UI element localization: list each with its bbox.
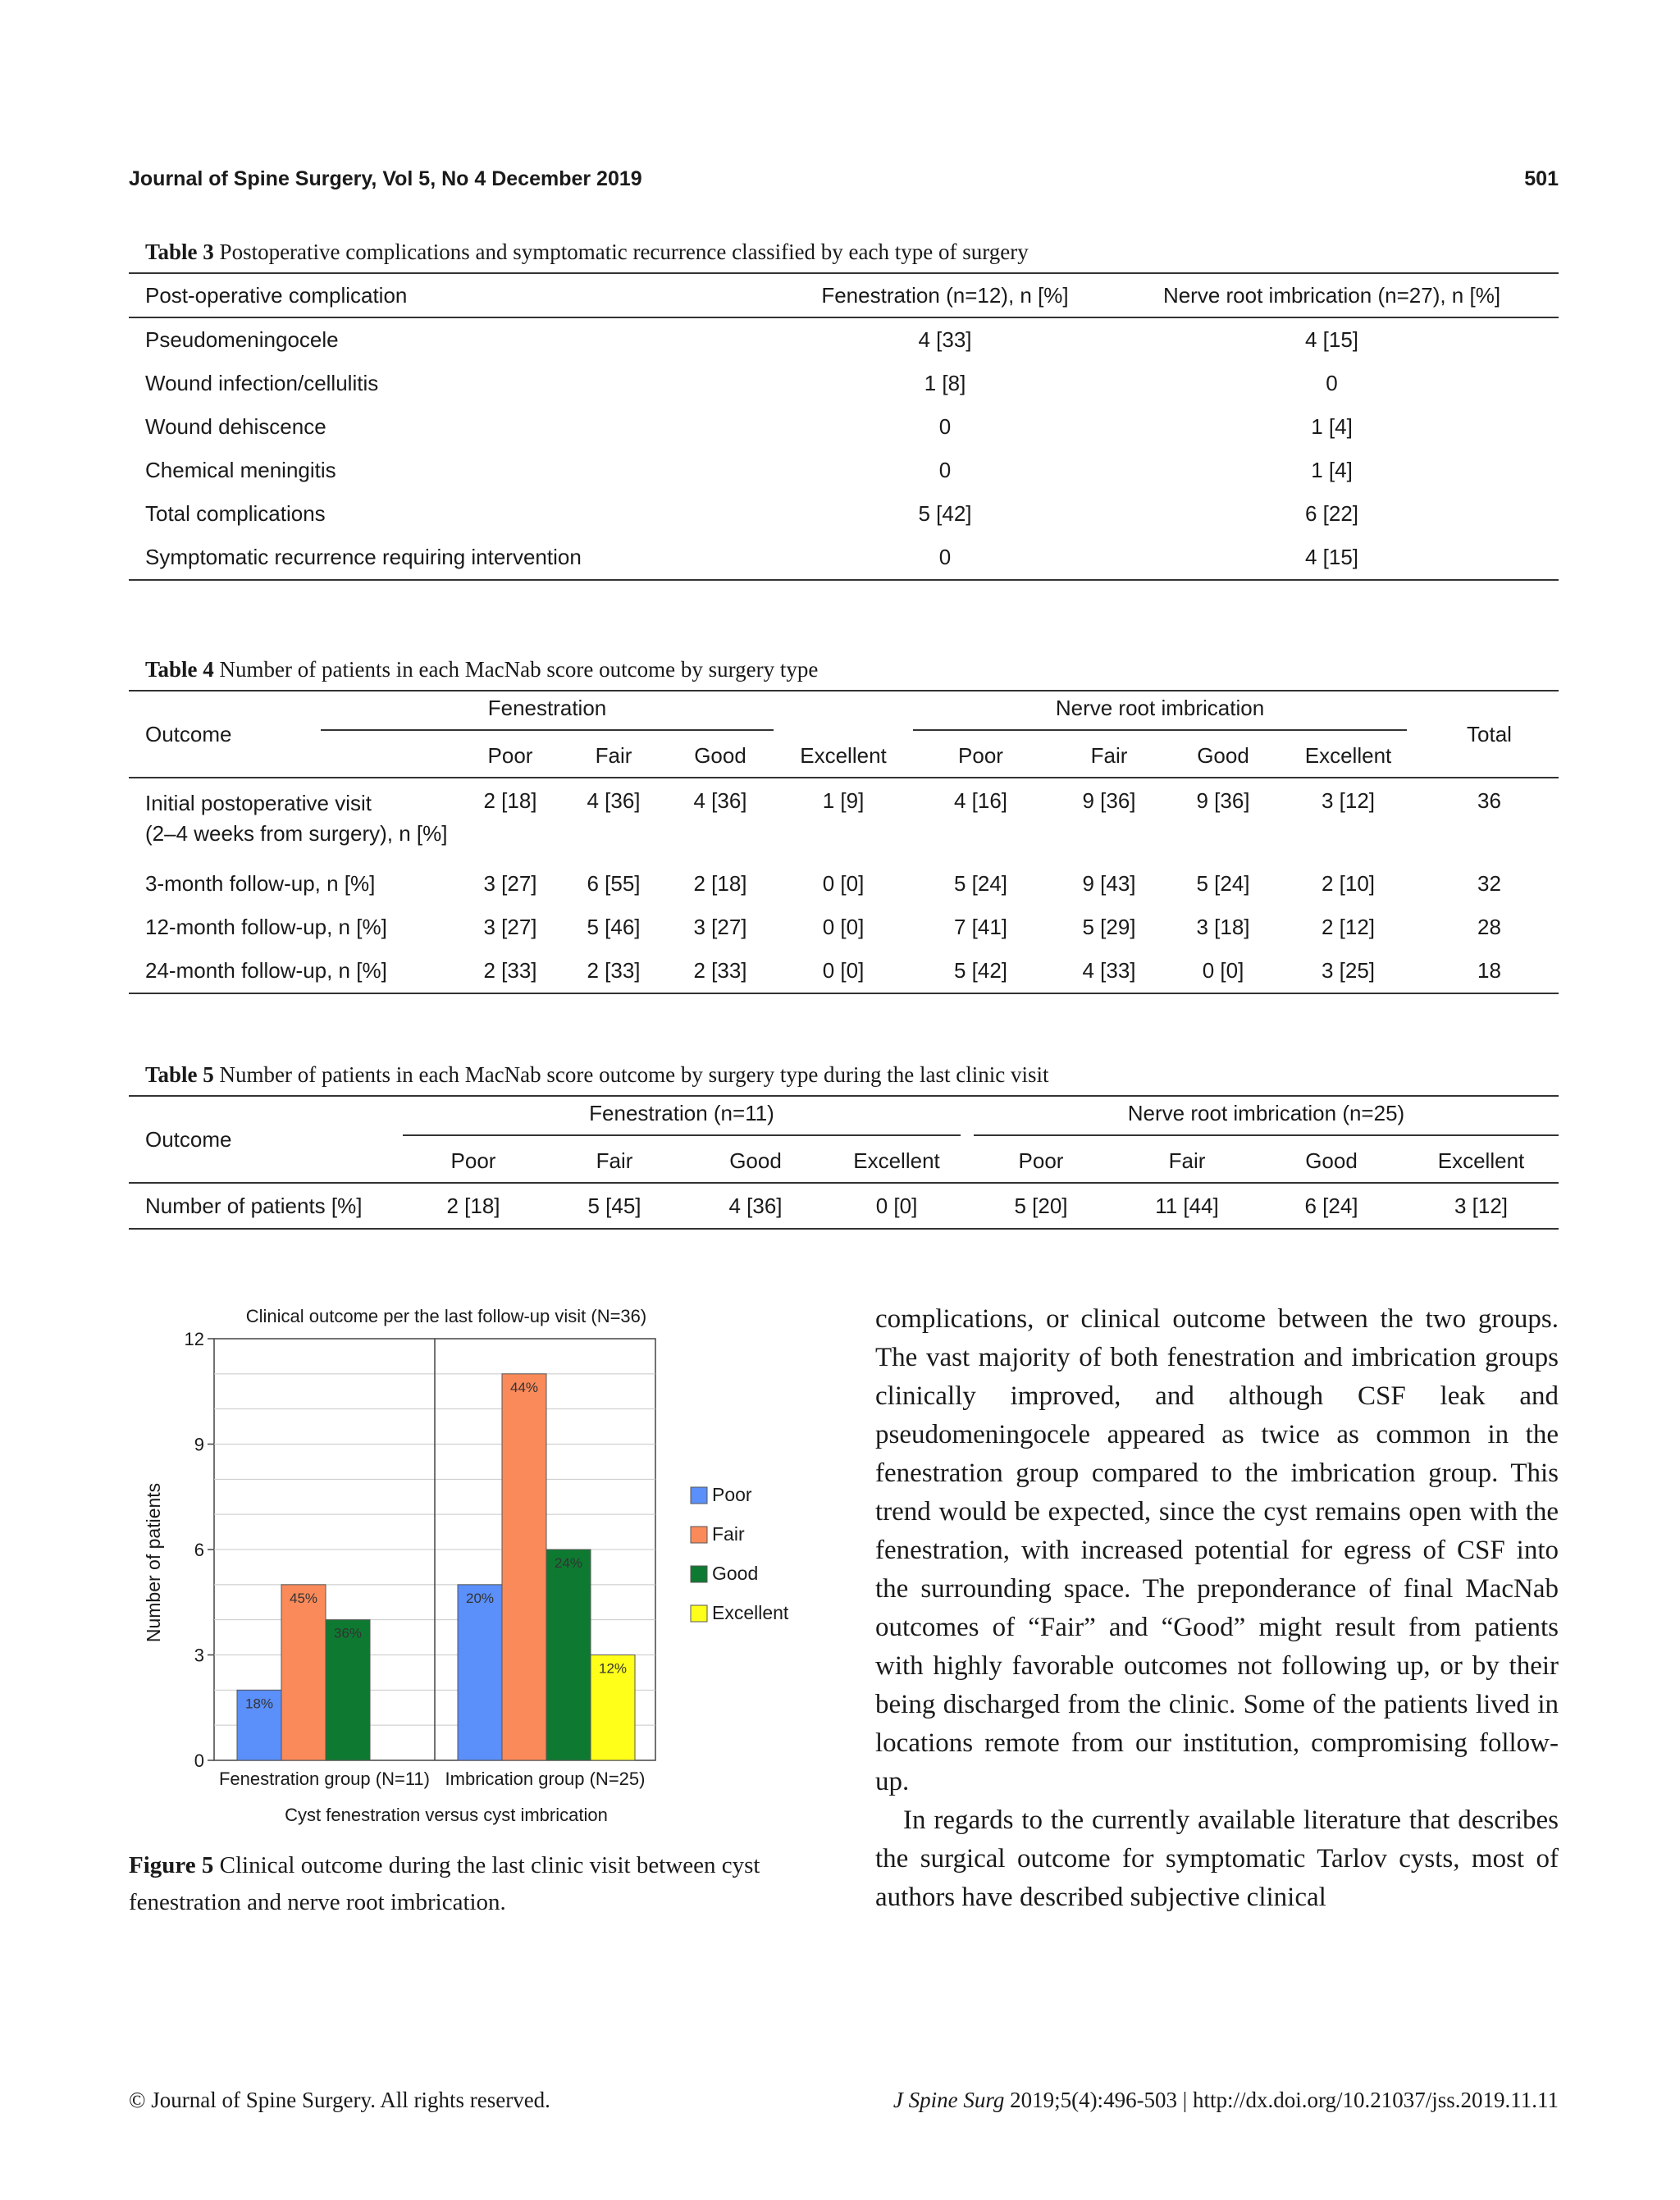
table-cell: 3 [18]: [1196, 915, 1250, 939]
table-cell: 4 [15]: [1304, 327, 1359, 352]
column-header: Poor: [967, 1139, 1115, 1183]
x-tick-label: Fenestration group (N=11): [218, 1769, 431, 1789]
column-header: Good: [1259, 1139, 1404, 1183]
column-header: Fenestration (n=12), n [%]: [785, 273, 1105, 317]
table4-caption-text: Number of patients in each MacNab score outcome by surgery type: [219, 657, 819, 682]
column-header: Good: [685, 1139, 826, 1183]
table-cell: 1 [8]: [924, 371, 966, 395]
table-cell: 11 [44]: [1155, 1193, 1219, 1218]
column-header: Poor: [403, 1139, 544, 1183]
table-row: [129, 862, 1559, 906]
table-cell: 5 [42]: [918, 501, 972, 526]
table4-caption: [145, 655, 818, 683]
table-cell: 0 [0]: [822, 915, 865, 939]
citation-text: 2019;5(4):496-503 | http://dx.doi.org/10.21037/jss.2019.11.11: [1010, 2088, 1559, 2112]
table-row: [129, 405, 1559, 449]
table-cell: 2 [18]: [483, 788, 537, 813]
column-header: Post-operative complication: [129, 273, 785, 317]
table-cell: 1 [4]: [1311, 414, 1353, 439]
table-cell: 0: [1326, 371, 1338, 395]
table-cell: 1 [9]: [822, 788, 865, 813]
row-label: Wound dehiscence: [145, 414, 326, 439]
column-header: Poor: [913, 734, 1048, 778]
y-tick-label: 9: [194, 1434, 204, 1455]
y-tick-label: 12: [184, 1329, 204, 1349]
column-header: Fair: [1048, 734, 1170, 778]
row-label: Pseudomeningocele: [145, 327, 339, 352]
table5: [129, 1095, 1559, 1230]
table-row: [129, 317, 1559, 362]
table-cell: 2 [12]: [1321, 915, 1376, 939]
table-cell: 4 [33]: [1082, 958, 1136, 983]
chart-title: Clinical outcome per the last follow-up visit (N=36): [245, 1306, 647, 1326]
y-tick-label: 6: [194, 1540, 204, 1560]
table4: [129, 690, 1559, 994]
outcome-header: Outcome: [129, 1096, 403, 1183]
row-label: Symptomatic recurrence requiring intervention: [145, 545, 582, 569]
table-cell: 5 [45]: [587, 1193, 641, 1218]
legend-swatch-excellent: [691, 1605, 707, 1622]
body-paragraph: complications, or clinical outcome between the two groups. The vast majority of both fenestration and imbrication groups clinically improved, and although CSF leak and pseudomeningocele appeared as twice as common in the fenestration group compared to the imbrication group. This trend would be expected, since the cyst remains open with the fenestration, with increased potential for egress of CSF into the surrounding space. The preponderance of final MacNab outcomes of “Fair” and “Good” might result from patients with highly favorable outcomes not following up, or by their being discharged from the clinic. Some of the patients lived in locations remote from our institution, compromising follow-up.: [875, 1304, 1559, 1796]
bar-good: [546, 1550, 591, 1760]
table-cell: 6 [22]: [1304, 501, 1359, 526]
table-cell: 2 [18]: [446, 1193, 500, 1218]
row-label: Number of patients [%]: [145, 1193, 363, 1218]
table-cell: 0 [0]: [1202, 958, 1244, 983]
table-cell: 3 [12]: [1321, 788, 1376, 813]
table-cell: 4 [33]: [918, 327, 972, 352]
table3-caption-text: Postoperative complications and symptomatic recurrence classified by each type of surgery: [219, 240, 1029, 264]
body-text: [875, 1300, 1559, 1917]
table-cell: 0 [0]: [822, 871, 865, 896]
x-axis-label: Cyst fenestration versus cyst imbrication: [285, 1805, 608, 1825]
table-cell: 1 [4]: [1311, 458, 1353, 482]
table-cell: 0: [938, 414, 952, 439]
table-cell: 2 [10]: [1321, 871, 1376, 896]
chart-bars: [237, 1374, 635, 1760]
bar-fair: [281, 1585, 326, 1760]
table-cell: 7 [41]: [953, 915, 1008, 939]
outcome-header: Outcome: [129, 691, 460, 778]
table5-caption-text: Number of patients in each MacNab score outcome by surgery type during the last clinic visit: [219, 1062, 1049, 1087]
table-cell: 0: [938, 458, 952, 482]
table-cell: 0 [0]: [875, 1193, 918, 1218]
legend-label: Good: [712, 1563, 759, 1584]
table-row: [129, 449, 1559, 492]
total-header: Total: [1420, 691, 1559, 778]
bar-data-label: 20%: [465, 1590, 495, 1606]
y-axis-label: Number of patients: [143, 1482, 164, 1643]
table-cell: 6 [55]: [587, 871, 641, 896]
table5-caption: [145, 1061, 1049, 1089]
row-label: Chemical meningitis: [145, 458, 336, 482]
table-cell: 9 [36]: [1196, 788, 1250, 813]
table-cell: 5 [29]: [1082, 915, 1136, 939]
x-tick-label: Imbrication group (N=25): [445, 1769, 646, 1789]
column-header: Excellent: [1276, 734, 1420, 778]
table-cell: 2 [33]: [693, 958, 747, 983]
journal-abbrev: J Spine Surg: [892, 2088, 1005, 2112]
table-cell: 32: [1477, 871, 1501, 896]
group-header-fenestration: Fenestration (n=11): [403, 1096, 967, 1139]
figure5-label: Figure 5: [129, 1852, 214, 1878]
column-header: Fair: [1115, 1139, 1259, 1183]
body-paragraph: In regards to the currently available literature that describes the surgical outcome for symptomatic Tarlov cysts, most of authors have described subjective clinical: [875, 1805, 1559, 1912]
table3-caption: [145, 238, 1029, 266]
bar-data-label: 36%: [333, 1625, 363, 1641]
row-label: 12-month follow-up, n [%]: [145, 915, 387, 939]
bar-data-label: 18%: [244, 1696, 274, 1712]
column-header: Poor: [460, 734, 560, 778]
table-cell: 2 [18]: [693, 871, 747, 896]
column-header: Good: [1170, 734, 1276, 778]
table4-label: Table 4: [145, 657, 214, 682]
table3: [129, 272, 1559, 581]
column-header: Fair: [560, 734, 667, 778]
footer-copyright: © Journal of Spine Surgery. All rights reserved.: [129, 2088, 550, 2112]
bar-data-label: 12%: [598, 1660, 628, 1677]
table-header-row: [129, 273, 1559, 317]
bar-poor: [458, 1585, 502, 1760]
table-cell: 3 [25]: [1321, 958, 1376, 983]
group-header-imbrication: Nerve root imbrication: [913, 691, 1420, 734]
table-row: [129, 1183, 1559, 1229]
table-cell: 0: [938, 545, 952, 569]
table-cell: 5 [24]: [1196, 871, 1250, 896]
table-cell: 36: [1477, 788, 1501, 813]
chart-legend: [691, 1484, 789, 1623]
table-cell: 3 [12]: [1454, 1193, 1509, 1218]
table-cell: 28: [1477, 915, 1501, 939]
figure5-caption: [129, 1847, 826, 1921]
column-header: Excellent: [1404, 1139, 1559, 1183]
table-row: [129, 362, 1559, 405]
table3-label: Table 3: [145, 240, 214, 264]
column-header: Excellent: [826, 1139, 967, 1183]
figure5-caption-text: Clinical outcome during the last clinic visit between cyst fenestration and nerve root imbrication.: [129, 1852, 760, 1915]
group-header-imbrication: Nerve root imbrication (n=25): [967, 1096, 1559, 1139]
table-cell: 0 [0]: [822, 958, 865, 983]
table-cell: 5 [46]: [587, 915, 641, 939]
journal-title: Journal of Spine Surgery, Vol 5, No 4 December 2019: [129, 167, 642, 190]
page-number: 501: [1524, 167, 1559, 190]
table-cell: 5 [20]: [1014, 1193, 1068, 1218]
table-cell: 9 [36]: [1082, 788, 1136, 813]
table-cell: 3 [27]: [693, 915, 747, 939]
table-row: [129, 949, 1559, 993]
table-cell: 4 [16]: [953, 788, 1008, 813]
table-cell: 9 [43]: [1082, 871, 1136, 896]
legend-label: Fair: [712, 1523, 745, 1545]
group-header-fenestration: Fenestration: [460, 691, 913, 734]
table-row: [129, 778, 1559, 862]
table-row: [129, 906, 1559, 949]
table-cell: 4 [36]: [728, 1193, 783, 1218]
column-header: Fair: [544, 1139, 685, 1183]
table-cell: 4 [36]: [693, 788, 747, 813]
table-cell: 4 [36]: [587, 788, 641, 813]
row-label: 24-month follow-up, n [%]: [145, 958, 387, 983]
y-tick-label: 0: [194, 1750, 204, 1771]
table-cell: 2 [33]: [587, 958, 641, 983]
legend-swatch-poor: [691, 1487, 707, 1504]
figure5-bar-chart: [129, 1300, 826, 1833]
table-cell: 5 [42]: [953, 958, 1008, 983]
bar-data-label: 24%: [554, 1555, 583, 1571]
table-row: [129, 492, 1559, 536]
table-cell: 2 [33]: [483, 958, 537, 983]
table-row: [129, 536, 1559, 580]
y-tick-label: 3: [194, 1645, 204, 1666]
row-label: Initial postoperative visit (2–4 weeks from surgery), n [%]: [145, 791, 448, 846]
table-cell: 3 [27]: [483, 871, 537, 896]
table-cell: 3 [27]: [483, 915, 537, 939]
column-header: Good: [667, 734, 774, 778]
legend-swatch-fair: [691, 1527, 707, 1543]
legend-label: Poor: [712, 1484, 752, 1505]
row-label: 3-month follow-up, n [%]: [145, 871, 376, 896]
table-cell: 18: [1477, 958, 1501, 983]
table-header-row: [129, 691, 1559, 734]
legend-swatch-good: [691, 1566, 707, 1582]
table-cell: 6 [24]: [1304, 1193, 1358, 1218]
column-header: Nerve root imbrication (n=27), n [%]: [1105, 273, 1559, 317]
row-label: Total complications: [145, 501, 326, 526]
bar-data-label: 45%: [289, 1590, 318, 1606]
table-header-row: [129, 1096, 1559, 1139]
legend-label: Excellent: [712, 1602, 789, 1623]
footer-citation: [893, 2088, 1559, 2113]
table-cell: 5 [24]: [953, 871, 1008, 896]
bar-data-label: 44%: [509, 1379, 539, 1395]
bar-fair: [502, 1374, 546, 1760]
running-header: [129, 167, 1559, 197]
table5-label: Table 5: [145, 1062, 214, 1087]
row-label: Wound infection/cellulitis: [145, 371, 379, 395]
column-header: Excellent: [774, 734, 913, 778]
table-cell: 4 [15]: [1304, 545, 1359, 569]
